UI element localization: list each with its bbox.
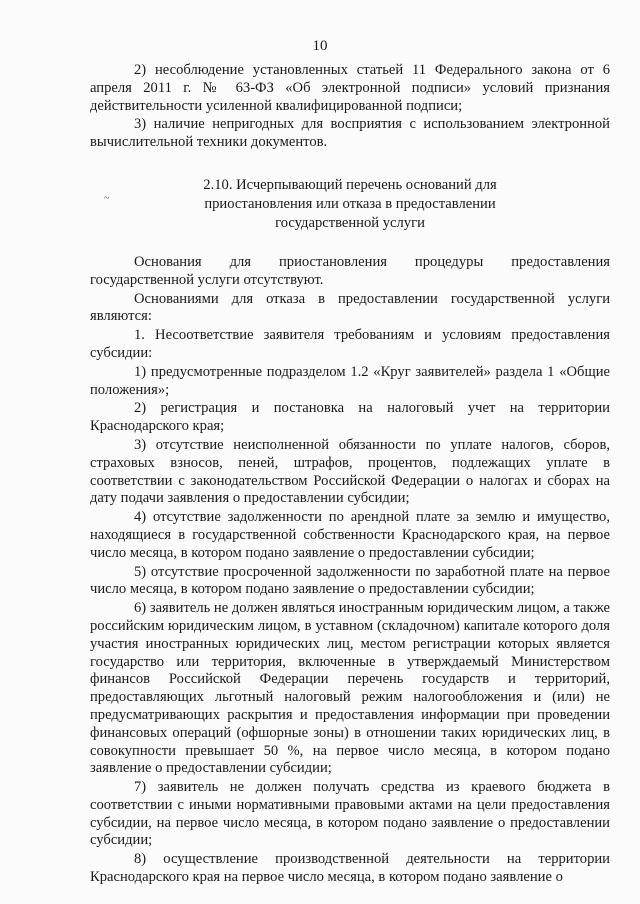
document-body bbox=[90, 62, 610, 888]
intro-paragraph: 3) наличие непригодных для восприятия с использованием электронной вычислительной техники документов. bbox=[90, 116, 610, 151]
list-item: 8) осуществление производственной деятельности на территории Краснодарского края на первое число месяца, в котором подано заявление о bbox=[90, 851, 610, 886]
section-heading bbox=[130, 176, 570, 233]
section-heading-line: приостановления или отказа в предоставлении bbox=[204, 195, 496, 212]
list-item: 5) отсутствие просроченной задолженности по заработной плате на первое число месяца, в котором подано заявление о предоставлении субсидии; bbox=[90, 563, 610, 598]
list-item: 7) заявитель не должен получать средства из краевого бюджета в соответствии с иными нормативными правовыми актами на цели предоставления субсидии, на первое число месяца, в котором подано заявление о предоставлении субсидии; bbox=[90, 779, 610, 849]
section-heading-line: 2.10. Исчерпывающий перечень оснований для bbox=[203, 176, 497, 193]
body-paragraph: Основания для приостановления процедуры предоставления государственной услуги отсутствуют. bbox=[90, 253, 610, 288]
page-number: 10 bbox=[312, 38, 328, 54]
list-item: 3) отсутствие неисполненной обязанности по уплате налогов, сборов, страховых взносов, пеней, штрафов, процентов, подлежащих уплате в соответствии с законодательством Российской Федерации о налогах и сборах на дату подачи заявления о предоставлении субсидии; bbox=[90, 436, 610, 507]
body-paragraph: 1. Несоответствие заявителя требованиям и условиям предоставления субсидии: bbox=[90, 327, 610, 361]
list-item: 6) заявитель не должен являться иностранным юридическим лицом, а также российским юридическим лицом, в уставном (складочном) капитале которого доля участия иностранных юридических лиц, местом регистрации которых является государство или территория, включенные в утверждаемый Министерством финансов Российской Федерации перечень государств и территорий, предоставляющих льготный налоговый режим налогообложения и (или) не предусматривающих раскрытия и предоставления информации при проведении финансовых операций (офшорные зоны) в отношении таких юридических лиц, в совокупности превышает 50 %, на первое число месяца, в котором подано заявление о предоставлении субсидии; bbox=[90, 600, 610, 777]
list-item: 4) отсутствие задолженности по арендной плате за землю и имущество, находящиеся в государственной собственности Краснодарского края, на первое число месяца, в котором подано заявление о предоставлении субсидии; bbox=[90, 509, 610, 561]
list-item: 1) предусмотренные подразделом 1.2 «Круг заявителей» раздела 1 «Общие положения»; bbox=[90, 363, 610, 398]
scan-artifact-mark: ~ bbox=[104, 193, 110, 204]
intro-paragraph: 2) несоблюдение установленных статьей 11 Федерального закона от 6 апреля 2011 г. № 63-ФЗ «Об электронной подписи» условий признания действительности усиленной квалифицированной подписи; bbox=[90, 62, 610, 114]
list-item: 2) регистрация и постановка на налоговый учет на территории Краснодарского края; bbox=[90, 400, 610, 435]
section-heading-line: государственной услуги bbox=[275, 214, 425, 231]
body-paragraph: Основаниями для отказа в предоставлении государственной услуги являются: bbox=[90, 290, 610, 325]
